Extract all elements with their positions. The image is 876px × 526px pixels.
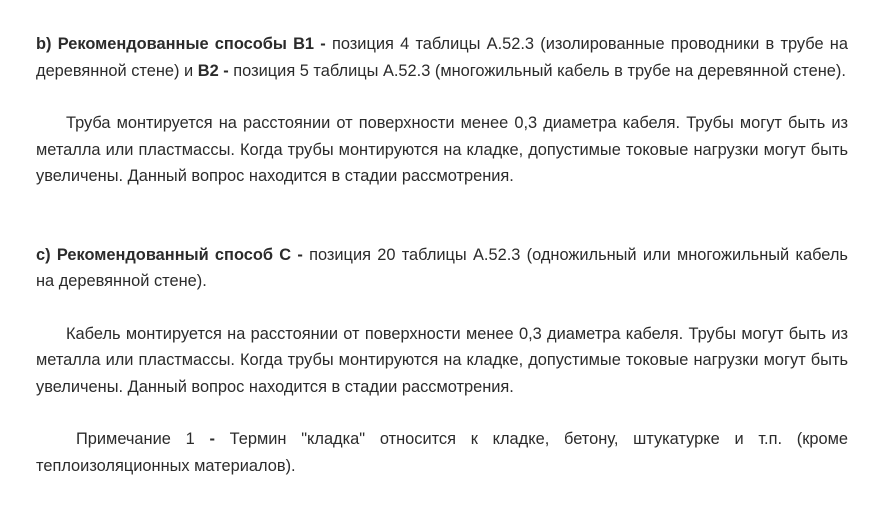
- section-c-heading: [36, 242, 848, 295]
- note-text: Термин "кладка" относится к кладке, бетону, штукатурке и т.п. (кроме теплоизоляционных материалов).: [36, 430, 848, 475]
- document-content: [36, 31, 848, 479]
- section-c-paragraph: Кабель монтируется на расстоянии от поверхности менее 0,3 диаметра кабеля. Трубы могут быть из металла или пластмассы. Когда трубы монтируются на кладке, допустимые токовые нагрузки могут быть увеличены. Данный вопрос находится в стадии рассмотрения.: [36, 324, 848, 396]
- section-b-text-1: позиция 4 таблицы А.52.3 (изолированные проводники в трубе на деревянной стене) и: [36, 35, 848, 80]
- section-b-dash: -: [314, 35, 332, 53]
- section-c-label: с) Рекомендованный способ С: [36, 245, 292, 264]
- section-b2-dash: -: [218, 61, 234, 80]
- note-dash: -: [194, 430, 230, 448]
- section-b-heading: [36, 31, 848, 84]
- note-label: Примечание 1: [76, 430, 195, 448]
- section-c-dash: -: [291, 245, 310, 264]
- section-c-text: позиция 20 таблицы А.52.3 (одножильный или многожильный кабель на деревянной стене).: [36, 245, 848, 290]
- section-b-label: b) Рекомендованные способы В1: [36, 35, 315, 53]
- section-b-text-2: позиция 5 таблицы А.52.3 (многожильный кабель в трубе на деревянной стене).: [233, 61, 846, 80]
- note-paragraph: [36, 426, 848, 479]
- section-b-paragraph: Труба монтируется на расстоянии от поверхности менее 0,3 диаметра кабеля. Трубы могут быть из металла или пластмассы. Когда трубы монтируются на кладке, допустимые токовые нагрузки могут быть увеличены. Данный вопрос находится в стадии рассмотрения.: [36, 114, 848, 185]
- section-b2-label: В2: [197, 61, 219, 80]
